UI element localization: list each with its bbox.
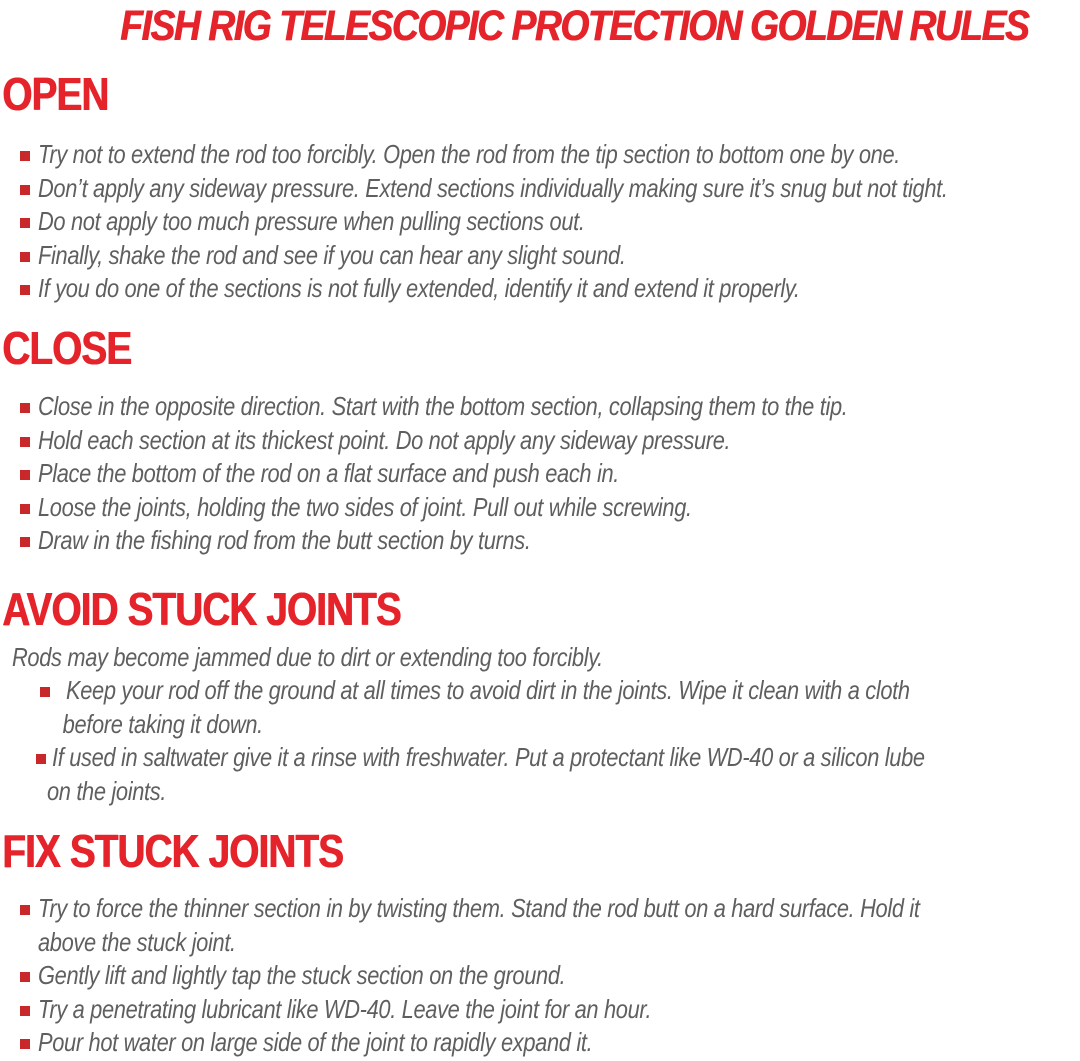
open-list bbox=[20, 138, 1080, 306]
list-item: Keep your rod off the ground at all times to avoid dirt in the joints. Wipe it clean with a cloth before taking it down. bbox=[40, 674, 1080, 741]
list-item: Close in the opposite direction. Start with the bottom section, collapsing them to the tip. bbox=[20, 390, 1002, 424]
avoid-list bbox=[40, 674, 1080, 808]
bullet-icon bbox=[36, 754, 46, 764]
bullet-icon bbox=[20, 470, 30, 480]
bullet-icon bbox=[20, 285, 30, 295]
bullet-icon bbox=[20, 905, 30, 915]
bullet-icon bbox=[20, 151, 30, 161]
list-item: If you do one of the sections is not fully extended, identify it and extend it properly. bbox=[20, 272, 1080, 306]
list-item: Gently lift and lightly tap the stuck section on the ground. bbox=[20, 959, 1080, 993]
bullet-icon bbox=[20, 537, 30, 547]
heading-avoid-stuck-joints: AVOID STUCK JOINTS bbox=[2, 583, 401, 635]
list-item: Finally, shake the rod and see if you can hear any slight sound. bbox=[20, 239, 1080, 273]
bullet-icon bbox=[20, 1006, 30, 1016]
bullet-icon bbox=[20, 1039, 30, 1049]
heading-close: CLOSE bbox=[2, 322, 131, 374]
heading-fix-stuck-joints: FIX STUCK JOINTS bbox=[2, 825, 343, 877]
list-item: Place the bottom of the rod on a flat surface and push each in. bbox=[20, 457, 1002, 491]
list-item: If used in saltwater give it a rinse with freshwater. Put a protectant like WD-40 or a silicon lube on the joints. bbox=[36, 741, 1080, 808]
page-title: FISH RIG TELESCOPIC PROTECTION GOLDEN RULES bbox=[120, 2, 1029, 50]
list-item: Pour hot water on large side of the joint to rapidly expand it. bbox=[20, 1026, 1080, 1060]
list-item: Do not apply too much pressure when pulling sections out. bbox=[20, 205, 1080, 239]
list-item: Don’t apply any sideway pressure. Extend sections individually making sure it’s snug but not tight. bbox=[20, 172, 1080, 206]
bullet-icon bbox=[20, 403, 30, 413]
fix-list bbox=[20, 892, 1080, 1060]
list-item: Hold each section at its thickest point. Do not apply any sideway pressure. bbox=[20, 424, 1002, 458]
list-item: Draw in the fishing rod from the butt section by turns. bbox=[20, 524, 1002, 558]
bullet-icon bbox=[40, 687, 50, 697]
list-item: Try a penetrating lubricant like WD-40. Leave the joint for an hour. bbox=[20, 993, 1080, 1027]
bullet-icon bbox=[20, 218, 30, 228]
list-item: Try not to extend the rod too forcibly. Open the rod from the tip section to bottom one by one. bbox=[20, 138, 1080, 172]
close-list bbox=[20, 390, 1002, 558]
avoid-intro-text: Rods may become jammed due to dirt or extending too forcibly. bbox=[12, 642, 603, 672]
list-item: Try to force the thinner section in by twisting them. Stand the rod butt on a hard surface. Hold it above the stuck joint. bbox=[20, 892, 1080, 959]
list-item: Loose the joints, holding the two sides of joint. Pull out while screwing. bbox=[20, 491, 1002, 525]
heading-open: OPEN bbox=[2, 68, 109, 120]
bullet-icon bbox=[20, 972, 30, 982]
bullet-icon bbox=[20, 504, 30, 514]
bullet-icon bbox=[20, 437, 30, 447]
bullet-icon bbox=[20, 252, 30, 262]
bullet-icon bbox=[20, 185, 30, 195]
